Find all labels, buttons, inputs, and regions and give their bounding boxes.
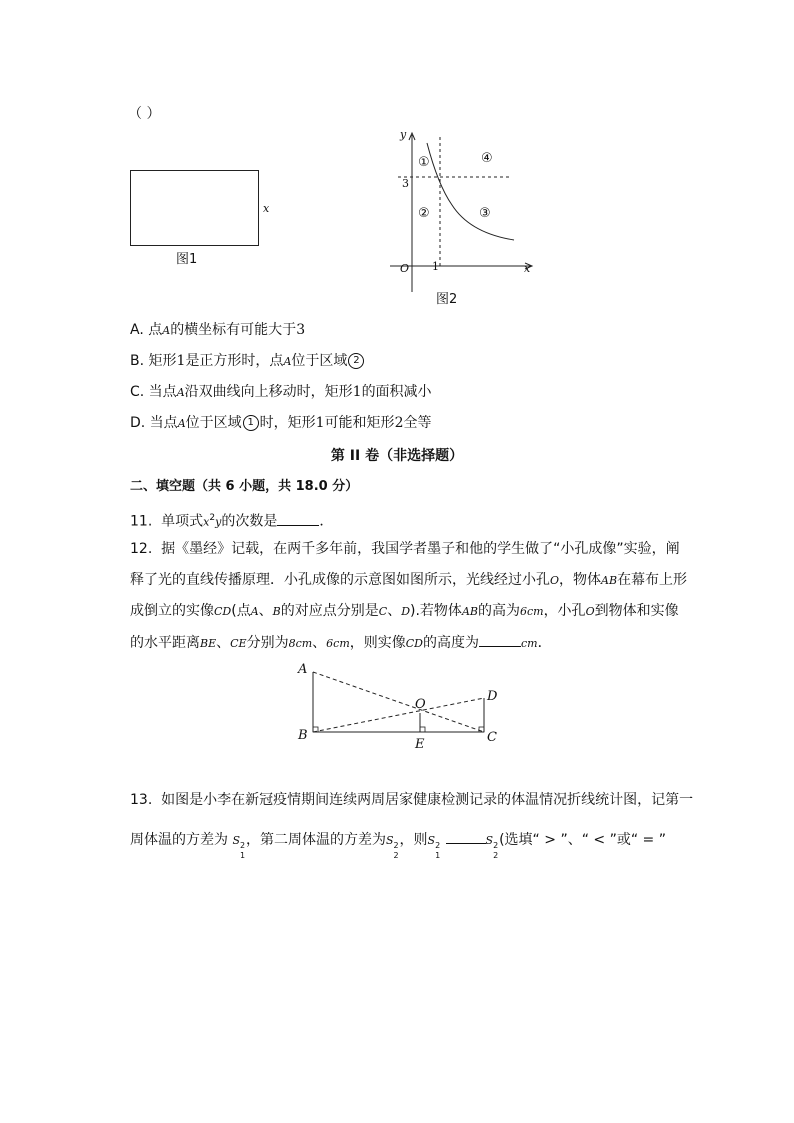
right-angle-e	[420, 727, 425, 732]
fig2-caption: 图2	[436, 292, 458, 307]
question-12-line-3: 成倒立的实像CD(点A、B的对应点分别是C、D).若物体AB的高为6cm，小孔O到物体和实像	[130, 603, 679, 619]
label-D: D	[487, 689, 498, 704]
question-13-line-1: 13. 如图是小李在新冠疫情期间连续两周居家健康检测记录的体温情况折线统计图，记第一	[130, 792, 694, 808]
question-12-line-4: 的水平距离BE、CE分别为8cm、6cm，则实像CD的高度为 cm．	[130, 632, 552, 654]
fig2-x-label: x	[524, 262, 531, 275]
ray-ac	[313, 672, 484, 732]
label-O: O	[415, 697, 426, 712]
option-c: C. 当点A沿双曲线向上移动时，矩形1的面积减小	[130, 384, 432, 400]
fig2-region-3: ③	[479, 206, 491, 221]
answer-parentheses: （ ）	[128, 106, 161, 122]
question-13-line-2: 周体温的方差为 S 2 1 ，第二周体温的方差为S 2 2 ，则S 2 1 S 2 2 (选填“ > ”、“ < ”或“ = ”	[130, 829, 666, 851]
ray-bd	[313, 698, 484, 732]
section-subtitle: 二、填空题（共 6 小题，共 18.0 分）	[130, 479, 359, 494]
fig2-tick-1: 1	[432, 260, 439, 273]
fig1-caption: 图1	[176, 252, 198, 267]
fig2-origin-label: O	[400, 262, 410, 275]
option-d: D. 当点A位于区域 1 时，矩形1可能和矩形2全等	[130, 415, 432, 431]
question-12-line-1: 12. 据《墨经》记载，在两千多年前，我国学者墨子和他的学生做了“小孔成像”实验，阐	[130, 541, 680, 557]
fig2-region-4: ④	[481, 151, 493, 166]
option-a: A. 点A的横坐标有可能大于3	[130, 322, 306, 338]
fig1-side-label: x	[263, 202, 270, 215]
fig2-region-2: ②	[418, 206, 430, 221]
fig2-tick-3: 3	[402, 177, 409, 190]
answer-blank-11	[277, 511, 319, 526]
label-C: C	[487, 730, 497, 745]
fig2-region-1: ①	[418, 155, 430, 170]
pinhole-diagram	[290, 660, 510, 755]
label-A: A	[298, 662, 308, 677]
fig2-y-label: y	[400, 128, 407, 141]
label-B: B	[298, 728, 308, 743]
answer-blank-12	[479, 632, 521, 647]
question-11: 11. 单项式$x^2y$的次数是 ．	[130, 508, 333, 533]
answer-blank-13	[446, 829, 486, 844]
option-b: B. 矩形1是正方形时，点A位于区域 2	[130, 351, 365, 372]
question-12-line-2: 释了光的直线传播原理．小孔成像的示意图如图所示，光线经过小孔O，物体AB在幕布上形	[130, 572, 688, 588]
rectangle-figure-1	[130, 170, 259, 246]
label-E: E	[415, 737, 425, 752]
section-title: 第 II 卷（非选择题）	[330, 448, 464, 464]
